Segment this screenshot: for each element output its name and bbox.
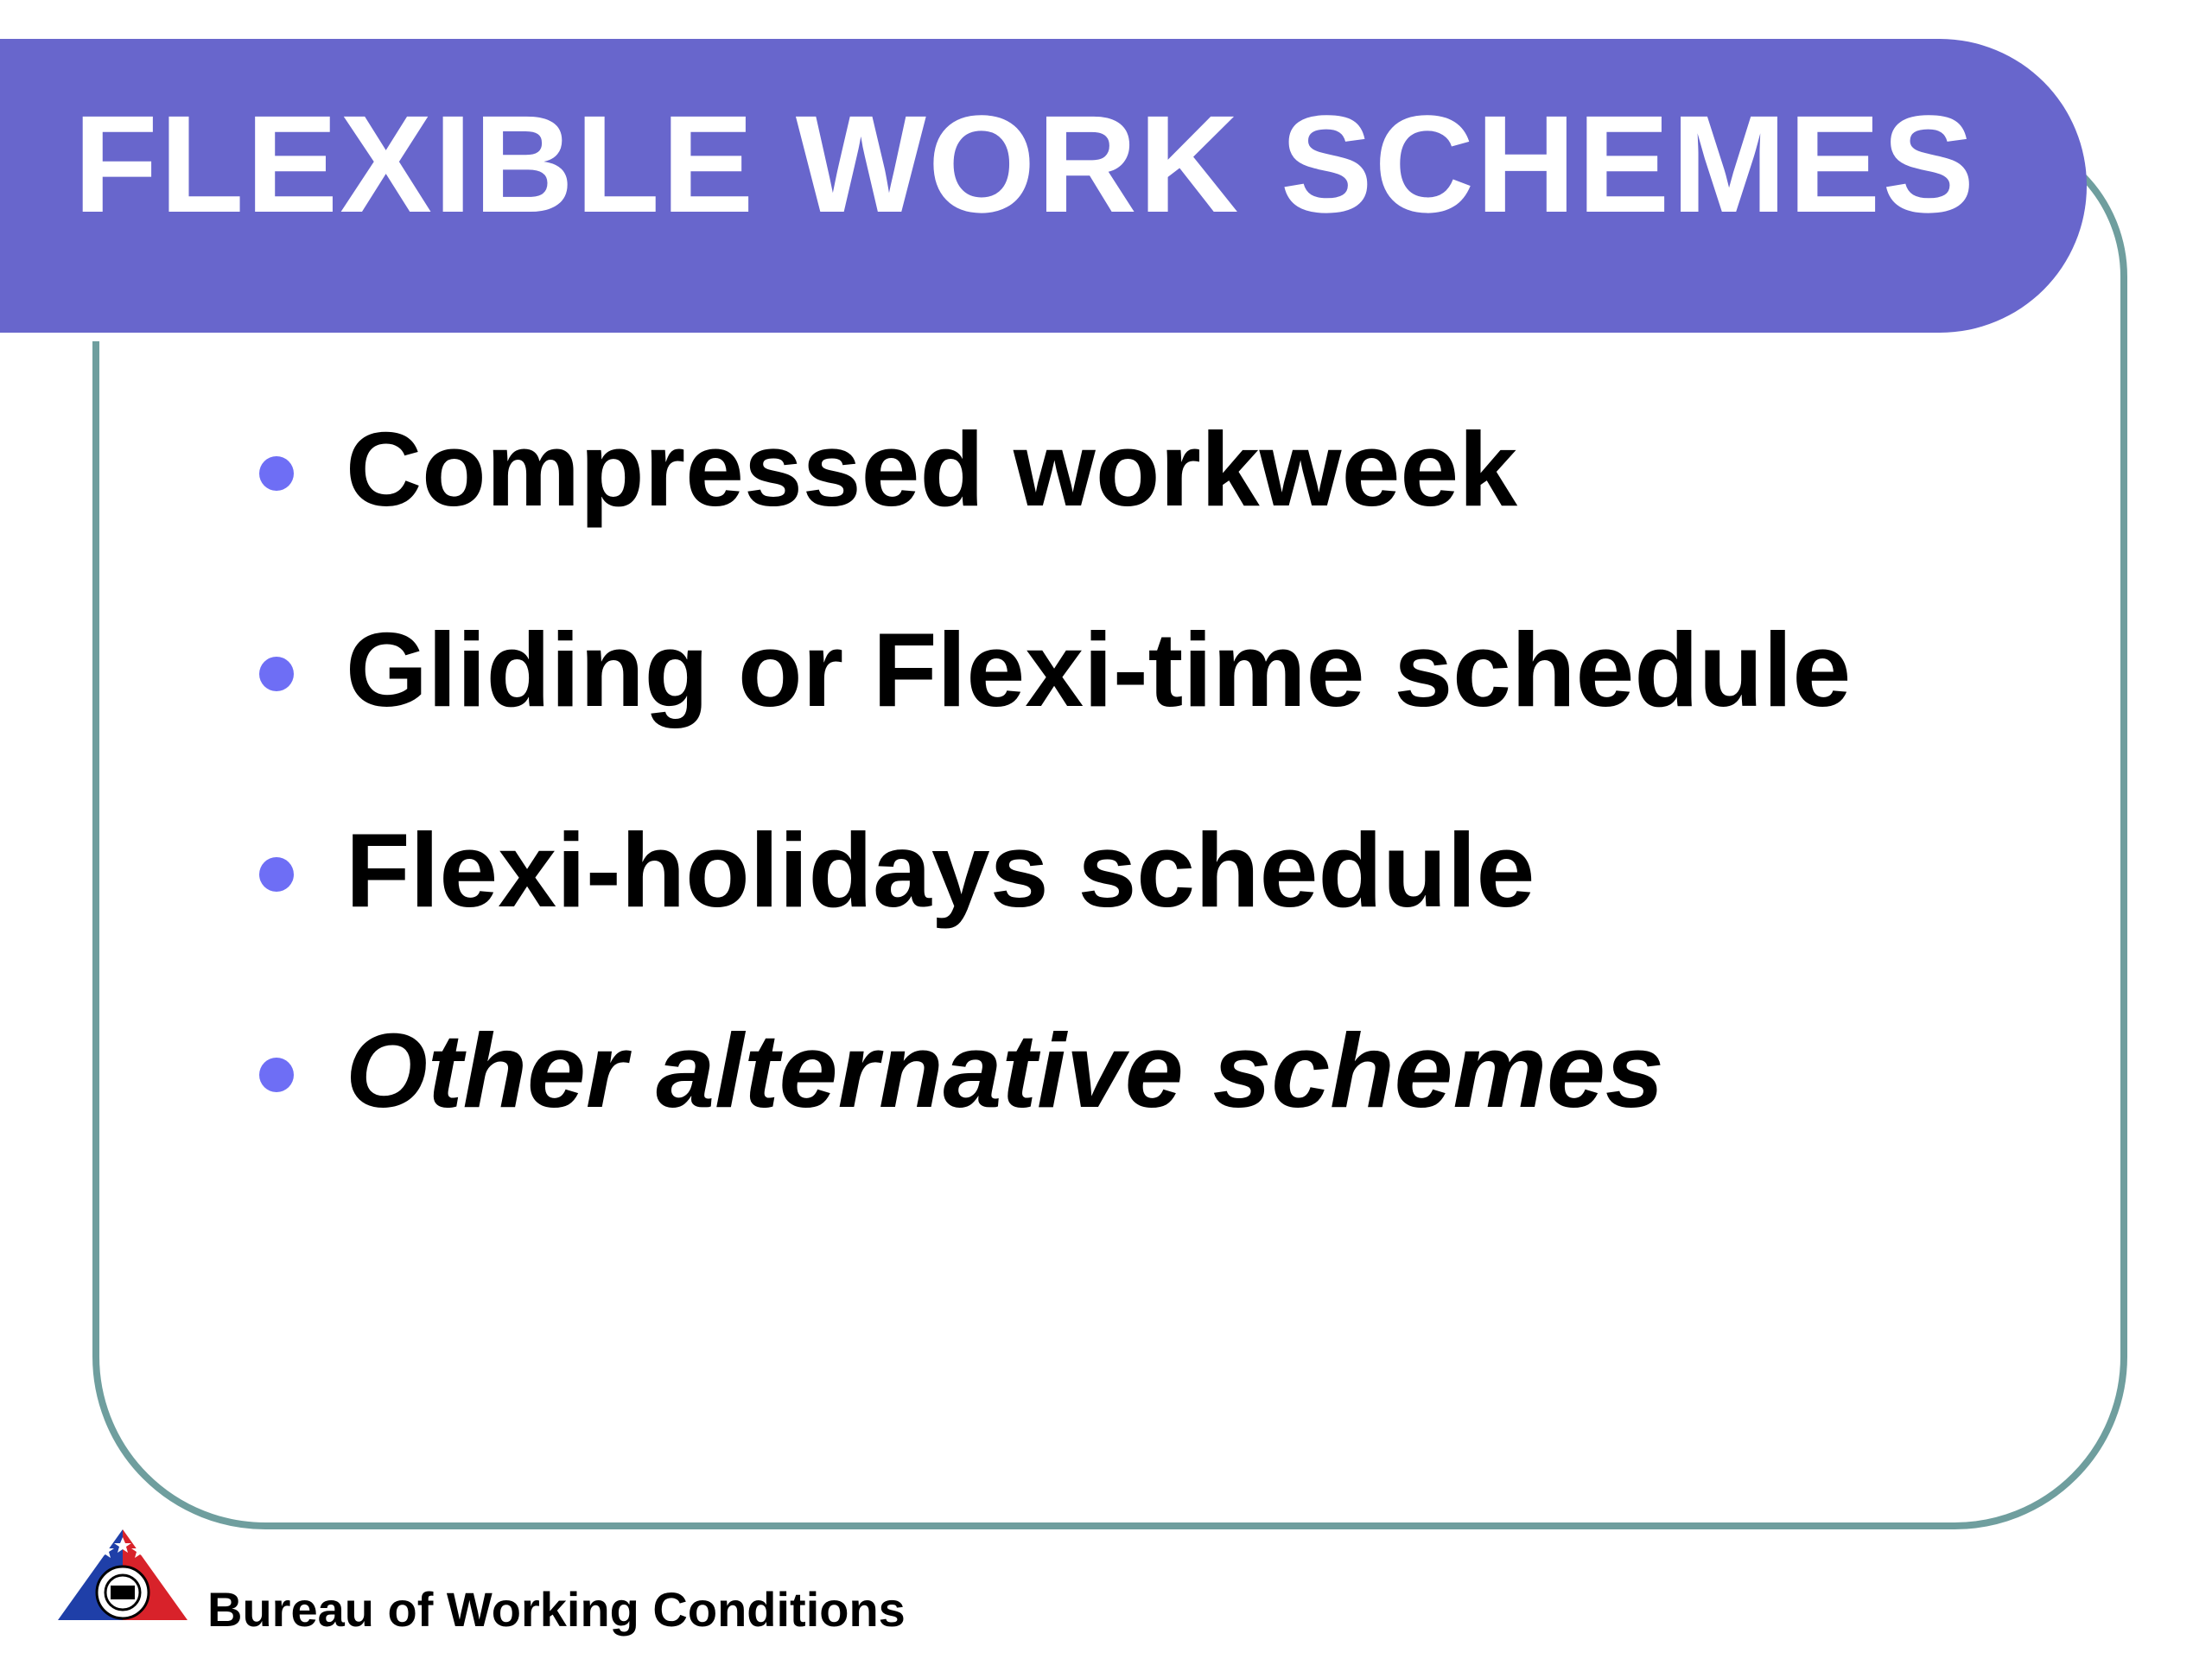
bullet-item (259, 607, 1851, 807)
bullet-dot-icon (259, 657, 294, 691)
bullet-dot-icon (259, 456, 294, 491)
bullet-item (259, 406, 1851, 607)
bullet-text: Flexi-holidays schedule (346, 811, 1535, 929)
bullet-item (259, 1007, 1851, 1208)
bullet-text: Gliding or Flexi-time schedule (346, 611, 1852, 728)
slide-title: FLEXIBLE WORK SCHEMES (73, 86, 1977, 241)
bullet-dot-icon (259, 1058, 294, 1092)
dole-triangle-logo-icon (54, 1525, 192, 1624)
title-underline (0, 333, 1979, 341)
footer-organization: Bureau of Working Conditions (207, 1582, 906, 1637)
bullet-dot-icon (259, 857, 294, 892)
bullet-list (259, 406, 1851, 1208)
bullet-text: Compressed workweek (346, 410, 1518, 528)
bullet-text: Other alternative schemes (346, 1012, 1664, 1129)
bullet-item (259, 807, 1851, 1007)
